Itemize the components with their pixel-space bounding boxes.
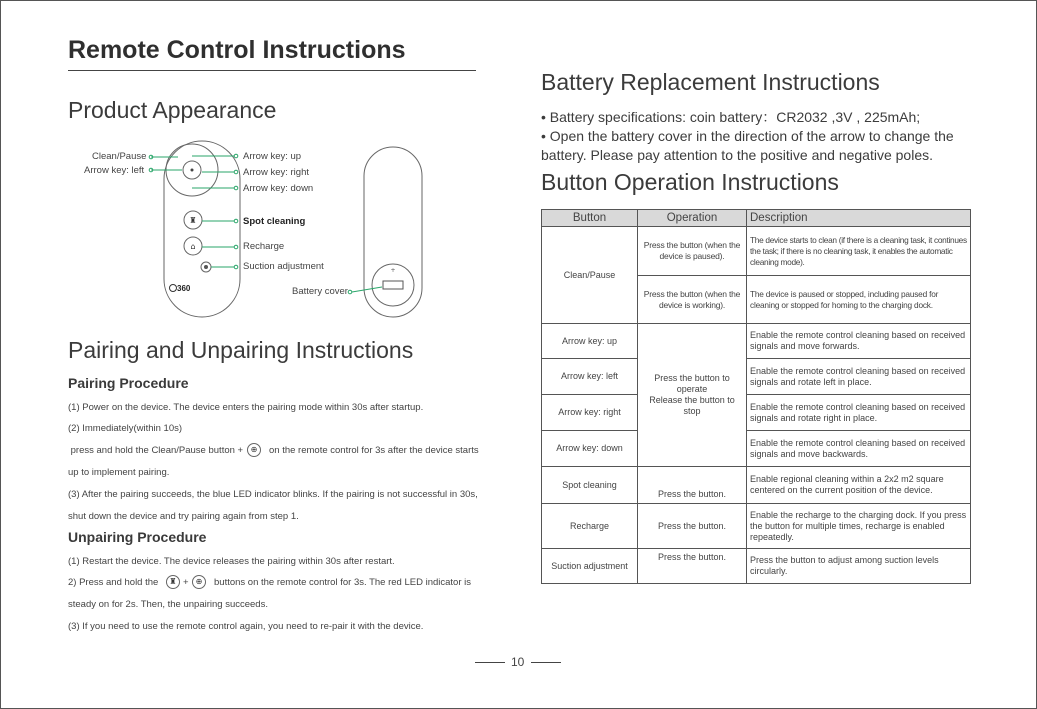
cell-desc-suction: Press the button to adjust among suction levels circularly. [747,549,971,584]
table-header-row [542,210,971,227]
cell-desc-down: Enable the remote control cleaning based on received signals and move backwards. [747,431,971,467]
battery-line-2: • Open the battery cover in the direction of the arrow to change the [541,128,954,144]
cell-op-arrows: Press the button to operate Release the button to stop [638,324,747,467]
callout-recharge: Recharge [243,241,285,252]
table-header-operation: Operation [638,210,747,227]
table-row [542,431,971,467]
svg-text:⌂: ⌂ [190,242,196,251]
cell-op-recharge: Press the button. [638,504,747,549]
unpairing-line-2b: buttons on the remote control for 3s. The red LED indicator is [214,577,471,588]
cell-op-working: Press the button (when the device is working). [638,276,747,324]
pairing-line-1: (1) Power on the device. The device enters the pairing mode within 30s after startup. [68,402,424,413]
callout-battery-cover: Battery cover [292,286,348,297]
cell-desc-recharge: Enable the recharge to the charging dock. If you press the button for multiple times, recharge is enabled repeatedly. [747,504,971,549]
callout-arrow-down: Arrow key: down [243,183,314,194]
callout-arrow-up: Arrow key: up [243,151,302,162]
title-rule [68,70,476,71]
cell-op-suction: Press the button. [638,549,747,584]
page-title: Remote Control Instructions [68,36,406,64]
unpairing-procedure-heading: Unpairing Procedure [68,529,207,545]
pairing-line-4: up to implement pairing. [68,467,170,478]
table-row [542,324,971,359]
product-appearance-heading: Product Appearance [68,97,277,123]
cell-desc-up: Enable the remote control cleaning based on received signals and move forwards. [747,324,971,359]
cell-desc-right: Enable the remote control cleaning based on received signals and rotate right in place. [747,395,971,431]
unpairing-line-4: (3) If you need to use the remote control again, you need to re-pair it with the device. [68,621,424,632]
svg-text:♜: ♜ [189,216,197,225]
unpairing-line-1: (1) Restart the device. The device releases the pairing within 30s after restart. [68,556,395,567]
cell-desc-paused: The device starts to clean (if there is a cleaning task, it continues the task; if there is no cleaning task, it enables the automatic cleaning mode). [747,227,971,276]
pairing-line-2: (2) Immediately(within 10s) [68,423,183,434]
button-operation-table [541,209,971,584]
callout-arrow-right: Arrow key: right [243,167,309,178]
battery-line-3: battery. Please pay attention to the positive and negative poles. [541,147,933,163]
recharge-button-icon-2: ⊕ [192,575,206,589]
table-row [542,395,971,431]
remote-illustration [60,135,480,325]
callout-arrow-left: Arrow key: left [84,165,145,176]
cell-recharge: Recharge [542,504,638,549]
table-row [542,227,971,276]
cell-op-spot: Press the button. [638,467,747,504]
table-row [542,467,971,504]
cell-suction: Suction adjustment [542,549,638,584]
cell-clean-pause: Clean/Pause [542,227,638,324]
page-number-rule-left [475,662,505,663]
table-row [542,359,971,395]
cell-arrow-right: Arrow key: right [542,395,638,431]
table-header-description: Description [747,210,971,227]
pairing-line-5: (3) After the pairing succeeds, the blue LED indicator blinks. If the pairing is not successful in 30s, [68,489,478,500]
cell-arrow-down: Arrow key: down [542,431,638,467]
pairing-line-3a: press and hold the Clean/Pause button + [68,445,244,456]
cell-desc-left: Enable the remote control cleaning based on received signals and rotate left in place. [747,359,971,395]
battery-heading: Battery Replacement Instructions [541,69,880,95]
page-number-rule-right [531,662,561,663]
battery-cover-slot [383,281,403,289]
battery-line-1: • Battery specifications: coin battery：CR2032 ,3V , 225mAh; [541,109,921,125]
cell-arrow-left: Arrow key: left [542,359,638,395]
page-number: 10 [511,655,525,669]
unpairing-line-2a: 2) Press and hold the [68,577,159,588]
callout-suction: Suction adjustment [243,261,324,272]
brand-logo-mark [170,285,177,292]
unpairing-line-3: steady on for 2s. Then, the unpairing succeeds. [68,599,268,610]
cell-desc-spot: Enable regional cleaning within a 2x2 m2 square centered on the current position of the device. [747,467,971,504]
brand-logo-text: 360 [177,284,191,293]
table-row [542,504,971,549]
recharge-button-icon: ⊕ [247,443,261,457]
cell-desc-working: The device is paused or stopped, including paused for cleaning or stopped for homing to the charging dock. [747,276,971,324]
callout-clean-pause: Clean/Pause [92,151,147,162]
pairing-heading: Pairing and Unpairing Instructions [68,337,414,363]
unpairing-plus: + [183,577,189,588]
button-operation-heading: Button Operation Instructions [541,169,839,195]
pairing-line-3b: on the remote control for 3s after the device starts [269,445,479,456]
pairing-procedure-heading: Pairing Procedure [68,375,189,391]
svg-text:+: + [390,267,396,274]
table-header-button: Button [542,210,638,227]
cell-arrow-up: Arrow key: up [542,324,638,359]
cell-spot: Spot cleaning [542,467,638,504]
spot-button-icon: ♜ [166,575,180,589]
pairing-line-6: shut down the device and try pairing again from step 1. [68,511,299,522]
callout-spot-cleaning: Spot cleaning [243,216,306,227]
table-row [542,549,971,584]
cell-op-paused: Press the button (when the device is paused). [638,227,747,276]
